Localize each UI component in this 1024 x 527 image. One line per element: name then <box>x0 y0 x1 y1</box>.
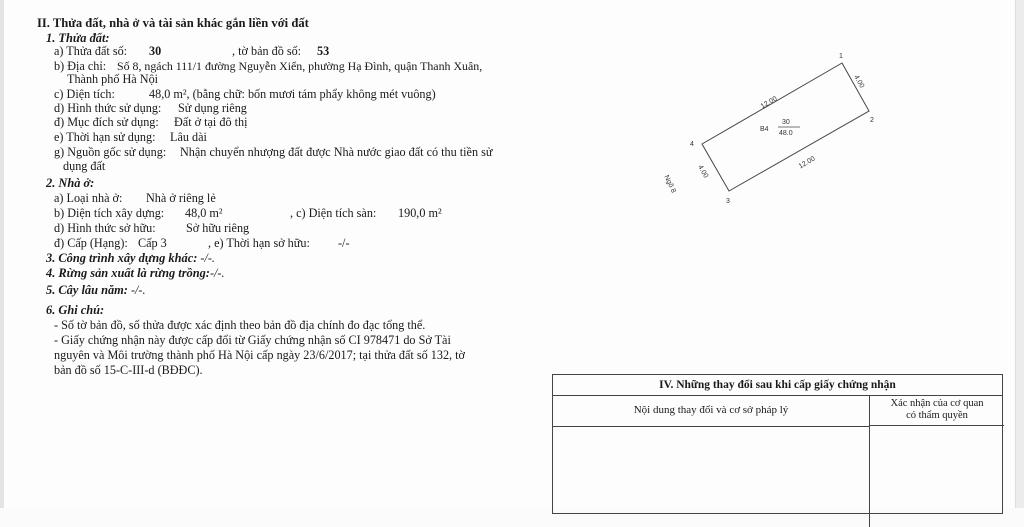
forest-heading: 4. Rừng sản xuất là rừng trồng: <box>46 266 210 280</box>
parcel-label: a) Thửa đất số: <box>54 44 128 58</box>
notes-heading: 6. Ghi chú: <box>46 303 105 317</box>
changes-table <box>552 374 1003 514</box>
forest-row <box>46 267 225 280</box>
vertex-4-label: 4 <box>690 141 694 148</box>
perennial-value: -/-. <box>127 283 146 297</box>
area-label: c) Diện tích: <box>54 87 115 101</box>
block-label: B4 <box>760 126 769 133</box>
edge-bottom-length: 12.00 <box>797 155 817 171</box>
note-line3: nguyên và Môi trường thành phố Hà Nội cấp ngày 23/6/2017; tại thửa đất số 132, tờ <box>54 348 465 362</box>
address-line2: Thành phố Hà Nội <box>67 72 159 86</box>
land-heading: 1. Thửa đất: <box>46 31 110 45</box>
other-works-row <box>46 252 215 265</box>
edge-right-length: 4.00 <box>852 74 866 90</box>
term-value: Lâu dài <box>170 130 207 144</box>
section-title: II. Thửa đất, nhà ở và tài sản khác gắn liền với đất <box>37 16 309 30</box>
origin-label: g) Nguồn gốc sử dụng: <box>54 145 167 159</box>
term-label: e) Thời hạn sử dụng: <box>54 130 156 144</box>
map-sheet-number: 53 <box>317 44 330 58</box>
vertex-3-label: 3 <box>726 198 730 205</box>
diagram-parcel-number: 30 <box>782 119 790 126</box>
purpose-label: đ) Mục đích sử dụng: <box>54 115 159 129</box>
use-form-label: d) Hình thức sử dụng: <box>54 101 162 115</box>
road-label: Ngõ 8 <box>662 174 677 195</box>
authority-header-line2: có thẩm quyền <box>906 410 968 421</box>
own-term-value: -/- <box>338 236 350 250</box>
floor-area-value: 190,0 m² <box>398 206 442 220</box>
purpose-value: Đất ở tại đô thị <box>174 115 248 129</box>
note-line4: bản đồ số 15-C-III-d (BĐĐC). <box>54 363 203 377</box>
note-line2: - Giấy chứng nhận này được cấp đổi từ Giấy chứng nhận số CI 978471 do Sở Tài <box>54 333 451 347</box>
authority-header-line1: Xác nhận của cơ quan <box>890 398 984 409</box>
changes-content-header: Nội dung thay đổi và cơ sở pháp lý <box>553 395 870 427</box>
other-works-heading: 3. Công trình xây dựng khác: <box>46 251 198 265</box>
vertex-2-label: 2 <box>870 117 874 124</box>
vertex-1-label: 1 <box>839 53 843 60</box>
authority-confirmation-cell <box>870 427 1004 527</box>
use-form-value: Sử dụng riêng <box>178 101 247 115</box>
own-term-label: , e) Thời hạn sở hữu: <box>208 236 310 250</box>
changes-content-cell <box>553 427 870 527</box>
address-label: b) Địa chỉ: <box>54 59 107 73</box>
ownership-value: Sở hữu riêng <box>186 221 250 235</box>
perennial-heading: 5. Cây lâu năm: <box>46 283 128 297</box>
origin-line1: Nhận chuyển nhượng đất được Nhà nước giao đất có thu tiền sử <box>180 145 493 159</box>
house-type-label: a) Loại nhà ở: <box>54 191 123 205</box>
authority-confirmation-header <box>870 395 1004 426</box>
plot-diagram <box>640 40 900 210</box>
changes-table-title: IV. Những thay đổi sau khi cấp giấy chứng nhận <box>553 375 1002 396</box>
edge-left-length: 4.00 <box>696 164 710 180</box>
built-area-label: b) Diện tích xây dựng: <box>54 206 165 220</box>
parcel-number: 30 <box>149 44 162 58</box>
plot-outline <box>640 40 900 210</box>
area-value: 48,0 m², (bằng chữ: bốn mươi tám phẩy không mét vuông) <box>149 87 436 101</box>
edge-top-length: 12.00 <box>759 95 779 111</box>
address-line1: Số 8, ngách 111/1 đường Nguyễn Xiển, phường Hạ Đình, quận Thanh Xuân, <box>117 59 483 73</box>
ownership-label: d) Hình thức sở hữu: <box>54 221 156 235</box>
page-edge-right <box>1015 0 1024 508</box>
diagram-parcel-area: 48.0 <box>779 130 793 137</box>
forest-value: -/-. <box>209 266 225 280</box>
house-type-value: Nhà ở riêng lẻ <box>146 191 216 205</box>
built-area-value: 48,0 m² <box>185 206 223 220</box>
other-works-value: -/-. <box>197 251 215 265</box>
house-heading: 2. Nhà ở: <box>46 176 95 190</box>
perennial-row <box>46 284 146 297</box>
origin-line2: dụng đất <box>63 159 106 173</box>
map-sheet-label: , tờ bản đồ số: <box>232 44 302 58</box>
grade-label: đ) Cấp (Hạng): <box>54 236 128 250</box>
grade-value: Cấp 3 <box>138 236 167 250</box>
note-line1: - Số tờ bản đồ, số thửa được xác định theo bản đồ địa chính đo đạc tổng thể. <box>54 318 426 332</box>
floor-area-label: , c) Diện tích sàn: <box>290 206 377 220</box>
